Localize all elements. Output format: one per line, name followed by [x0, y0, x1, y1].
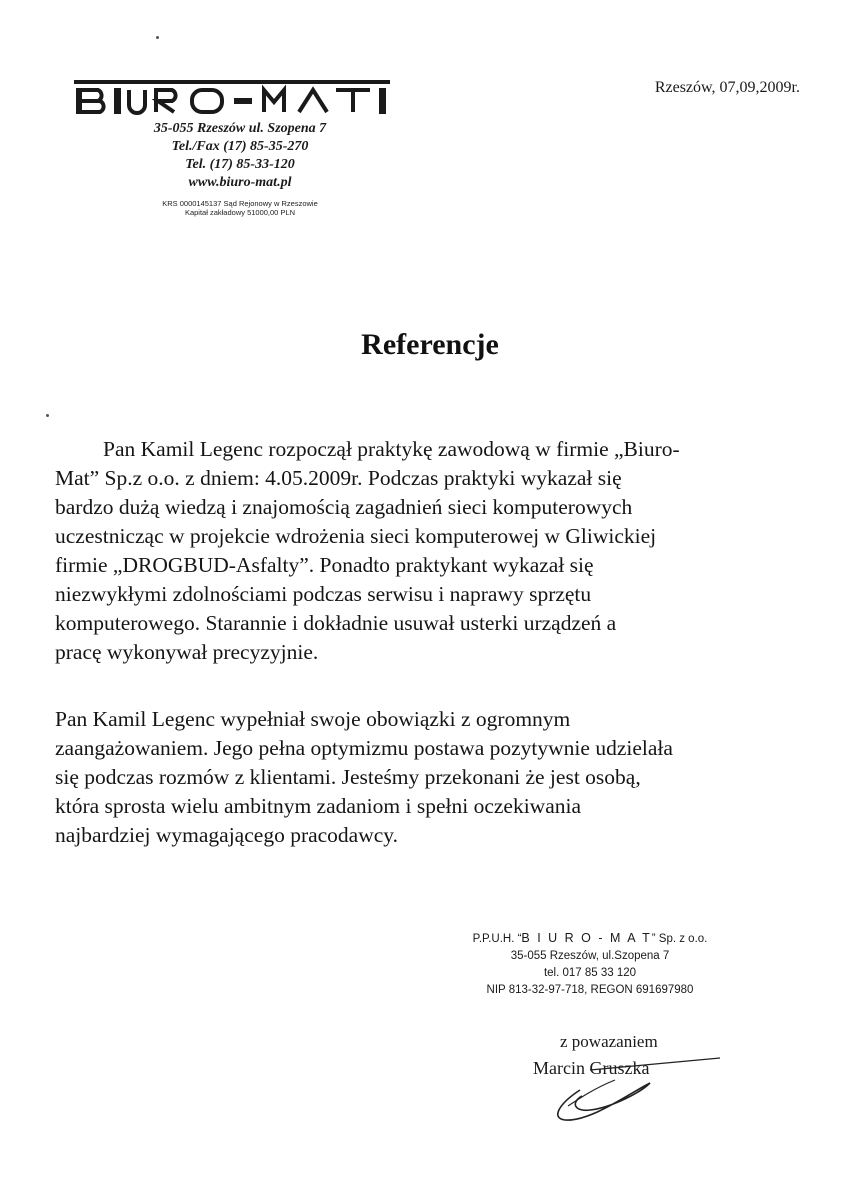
- stamp-nip-regon: NIP 813-32-97-718, REGON 691697980: [486, 984, 694, 996]
- handwritten-signature: [520, 1048, 740, 1128]
- stamp-company-name: B I U R O - M A T: [521, 931, 652, 945]
- letter-date: Rzeszów, 07,09,2009r.: [654, 79, 800, 96]
- paragraph-line: firmie „DROGBUD-Asfalty”. Ponadto praktykant wykazał się: [55, 553, 594, 577]
- paragraph-line: pracę wykonywał precyzyjnie.: [55, 640, 319, 664]
- paragraph-line: Pan Kamil Legenc rozpoczął praktykę zawodową w firmie „Biuro-: [103, 437, 680, 461]
- scan-speck: [46, 414, 49, 417]
- paragraph-line: komputerowego. Starannie i dokładnie usuwał usterki urządzeń a: [55, 611, 617, 635]
- company-stamp: [420, 930, 760, 999]
- paragraph-line: niezwykłymi zdolnościami podczas serwisu i naprawy sprzętu: [55, 582, 592, 606]
- stamp-address: 35-055 Rzeszów, ul.Szopena 7: [510, 950, 670, 962]
- stamp-suffix: ” Sp. z o.o.: [651, 933, 708, 945]
- paragraph-line: Mat” Sp.z o.o. z dniem: 4.05.2009r. Podczas praktyki wykazał się: [55, 466, 622, 490]
- stamp-phone: tel. 017 85 33 120: [543, 967, 637, 979]
- paragraph-line: bardzo dużą wiedzą i znajomością zagadnień sieci komputerowych: [55, 495, 633, 519]
- letterhead-website: www.biuro-mat.pl: [188, 175, 292, 190]
- logo-graphic: [74, 80, 390, 116]
- paragraph-line: uczestnicząc w projekcie wdrożenia sieci komputerowej w Gliwickiej: [55, 524, 657, 548]
- paragraph-line: najbardziej wymagającego pracodawcy.: [55, 823, 399, 847]
- body-paragraph-1: [55, 435, 815, 667]
- company-logo: [74, 80, 390, 116]
- paragraph-line: Pan Kamil Legenc wypełniał swoje obowiązki z ogromnym: [55, 707, 571, 731]
- stamp-prefix: P.P.U.H. “: [472, 933, 522, 945]
- paragraph-line: się podczas rozmów z klientami. Jesteśmy przekonani że jest osobą,: [55, 765, 641, 789]
- letterhead-tel: Tel. (17) 85-33-120: [185, 157, 295, 172]
- closing-phrase: z powazaniem: [560, 1032, 658, 1051]
- letterhead-telfax: Tel./Fax (17) 85-35-270: [171, 139, 309, 154]
- scan-speck: [156, 36, 159, 39]
- letterhead-address: 35-055 Rzeszów ul. Szopena 7: [153, 121, 327, 136]
- stamp-line-1: [420, 930, 760, 948]
- paragraph-line: zaangażowaniem. Jego pełna optymizmu postawa pozytywnie udzielała: [55, 736, 673, 760]
- letterhead-registration: [110, 199, 370, 217]
- document-title: Referencje: [361, 328, 499, 361]
- paragraph-line: która sprosta wielu ambitnym zadaniom i spełni oczekiwania: [55, 794, 582, 818]
- letterhead-contact: [100, 120, 380, 192]
- signatory-name: Marcin Gruszka: [533, 1058, 650, 1078]
- body-paragraph-2: [55, 705, 815, 850]
- letterhead-krs: KRS 0000145137 Sąd Rejonowy w Rzeszowie: [162, 199, 318, 208]
- letterhead-capital: Kapitał zakładowy 51000,00 PLN: [184, 208, 296, 217]
